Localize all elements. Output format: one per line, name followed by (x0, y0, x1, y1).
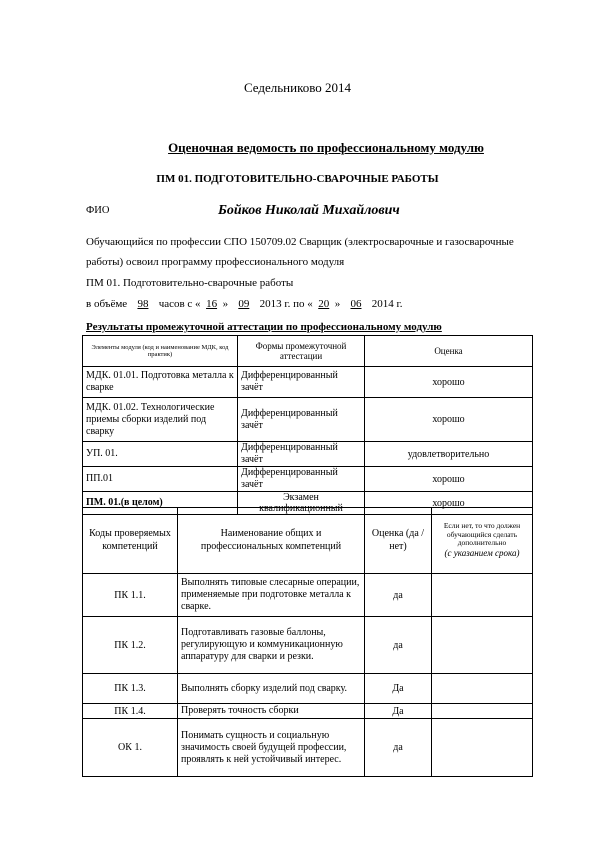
element-cell: УП. 01. (83, 442, 238, 467)
volume-mid-1: » (222, 298, 229, 310)
element-cell: ПП.01 (83, 467, 238, 492)
grade-cell: хорошо (365, 492, 533, 515)
code-cell: ПК 1.4. (83, 704, 178, 719)
module-line: ПМ 01. Подготовительно-сварочные работы (86, 277, 294, 289)
table-row (83, 674, 533, 704)
grade-cell: да (365, 719, 432, 777)
table-header-row (83, 336, 533, 367)
name-cell: Проверять точность сборки (178, 704, 365, 719)
form-cell: Дифференцированный зачёт (238, 467, 365, 492)
volume-hours-text: часов с « (158, 298, 201, 310)
table-row (83, 367, 533, 398)
todo-cell (432, 617, 533, 674)
competencies-table (82, 507, 533, 777)
volume-prefix: в объёме (86, 298, 128, 310)
table-header-row (83, 508, 533, 574)
element-cell: МДК. 01.01. Подготовка металла к сварке (83, 367, 238, 398)
volume-to-day: 20 (318, 298, 330, 310)
grade-cell: да (365, 617, 432, 674)
table-row (83, 704, 533, 719)
grade-cell: хорошо (365, 398, 533, 442)
header-todo-text: Если нет, то что должен обучающийся сделать дополнительно (443, 520, 521, 548)
header-grade: Оценка (да / нет) (365, 508, 432, 574)
table-row (83, 617, 533, 674)
interim-results-table (82, 335, 533, 515)
volume-year-text: 2013 г. по « (259, 298, 313, 310)
name-cell: Подготавливать газовые баллоны, регулирующую и коммуникационную аппаратуру для сварки и резки. (178, 617, 365, 674)
volume-to-month: 06 (350, 298, 362, 310)
volume-line (86, 298, 403, 310)
grade-cell: Да (365, 674, 432, 704)
grade-cell: да (365, 574, 432, 617)
header-forms: Формы промежуточной аттестации (238, 336, 365, 367)
place-year: Седельниково 2014 (243, 80, 352, 95)
table-row (83, 719, 533, 777)
grade-cell: хорошо (365, 467, 533, 492)
table-row (83, 574, 533, 617)
form-cell: Дифференцированный зачёт (238, 367, 365, 398)
todo-cell (432, 704, 533, 719)
header-todo (432, 508, 533, 574)
student-line-2: работы) освоил программу профессионального модуля (86, 256, 345, 268)
header-codes: Коды проверяемых компетенций (83, 508, 178, 574)
todo-cell (432, 719, 533, 777)
code-cell: ПК 1.1. (83, 574, 178, 617)
volume-mid-2: » (334, 298, 341, 310)
element-cell: МДК. 01.02. Технологические приемы сборки изделий под сварку (83, 398, 238, 442)
form-cell: Дифференцированный зачёт (238, 442, 365, 467)
header-grade: Оценка (365, 336, 533, 367)
volume-hours: 98 (137, 298, 149, 310)
grade-cell: удовлетворительно (365, 442, 533, 467)
code-cell: ПК 1.3. (83, 674, 178, 704)
student-line-1: Обучающийся по профессии СПО 150709.02 Сварщик (электросварочные и газосварочные (86, 236, 514, 248)
element-cell: ПМ. 01.(в целом) (83, 492, 238, 515)
name-cell: Выполнять типовые слесарные операции, применяемые при подготовке металла к сварке. (178, 574, 365, 617)
header-names: Наименование общих и профессиональных компетенций (178, 508, 365, 574)
volume-from-day: 16 (206, 298, 218, 310)
document-title: Оценочная ведомость по профессиональному модулю (168, 140, 484, 155)
header-todo-note: (с указанием срока) (444, 547, 520, 558)
module-subtitle: ПМ 01. ПОДГОТОВИТЕЛЬНО-СВАРОЧНЫЕ РАБОТЫ (156, 173, 439, 185)
code-cell: ОК 1. (83, 719, 178, 777)
todo-cell (432, 674, 533, 704)
todo-cell (432, 574, 533, 617)
grade-cell: Да (365, 704, 432, 719)
name-cell: Понимать сущность и социальную значимость своей будущей профессии, проявлять к ней устойчивый интерес. (178, 719, 365, 777)
code-cell: ПК 1.2. (83, 617, 178, 674)
table-row (83, 398, 533, 442)
form-cell: Дифференцированный зачёт (238, 398, 365, 442)
table-row (83, 442, 533, 467)
fio-label: ФИО (86, 205, 110, 216)
name-cell: Выполнять сборку изделий под сварку. (178, 674, 365, 704)
header-elements: Элементы модуля (код и наименование МДК, код практик) (83, 336, 238, 367)
volume-from-month: 09 (238, 298, 250, 310)
fio-value: Бойков Николай Михайлович (218, 203, 400, 218)
grade-cell: хорошо (365, 367, 533, 398)
volume-to-year: 2014 г. (371, 298, 403, 310)
form-cell: Экзамен квалификационный (238, 492, 365, 515)
table-row (83, 467, 533, 492)
results-title: Результаты промежуточной аттестации по профессиональному модулю (86, 321, 442, 333)
